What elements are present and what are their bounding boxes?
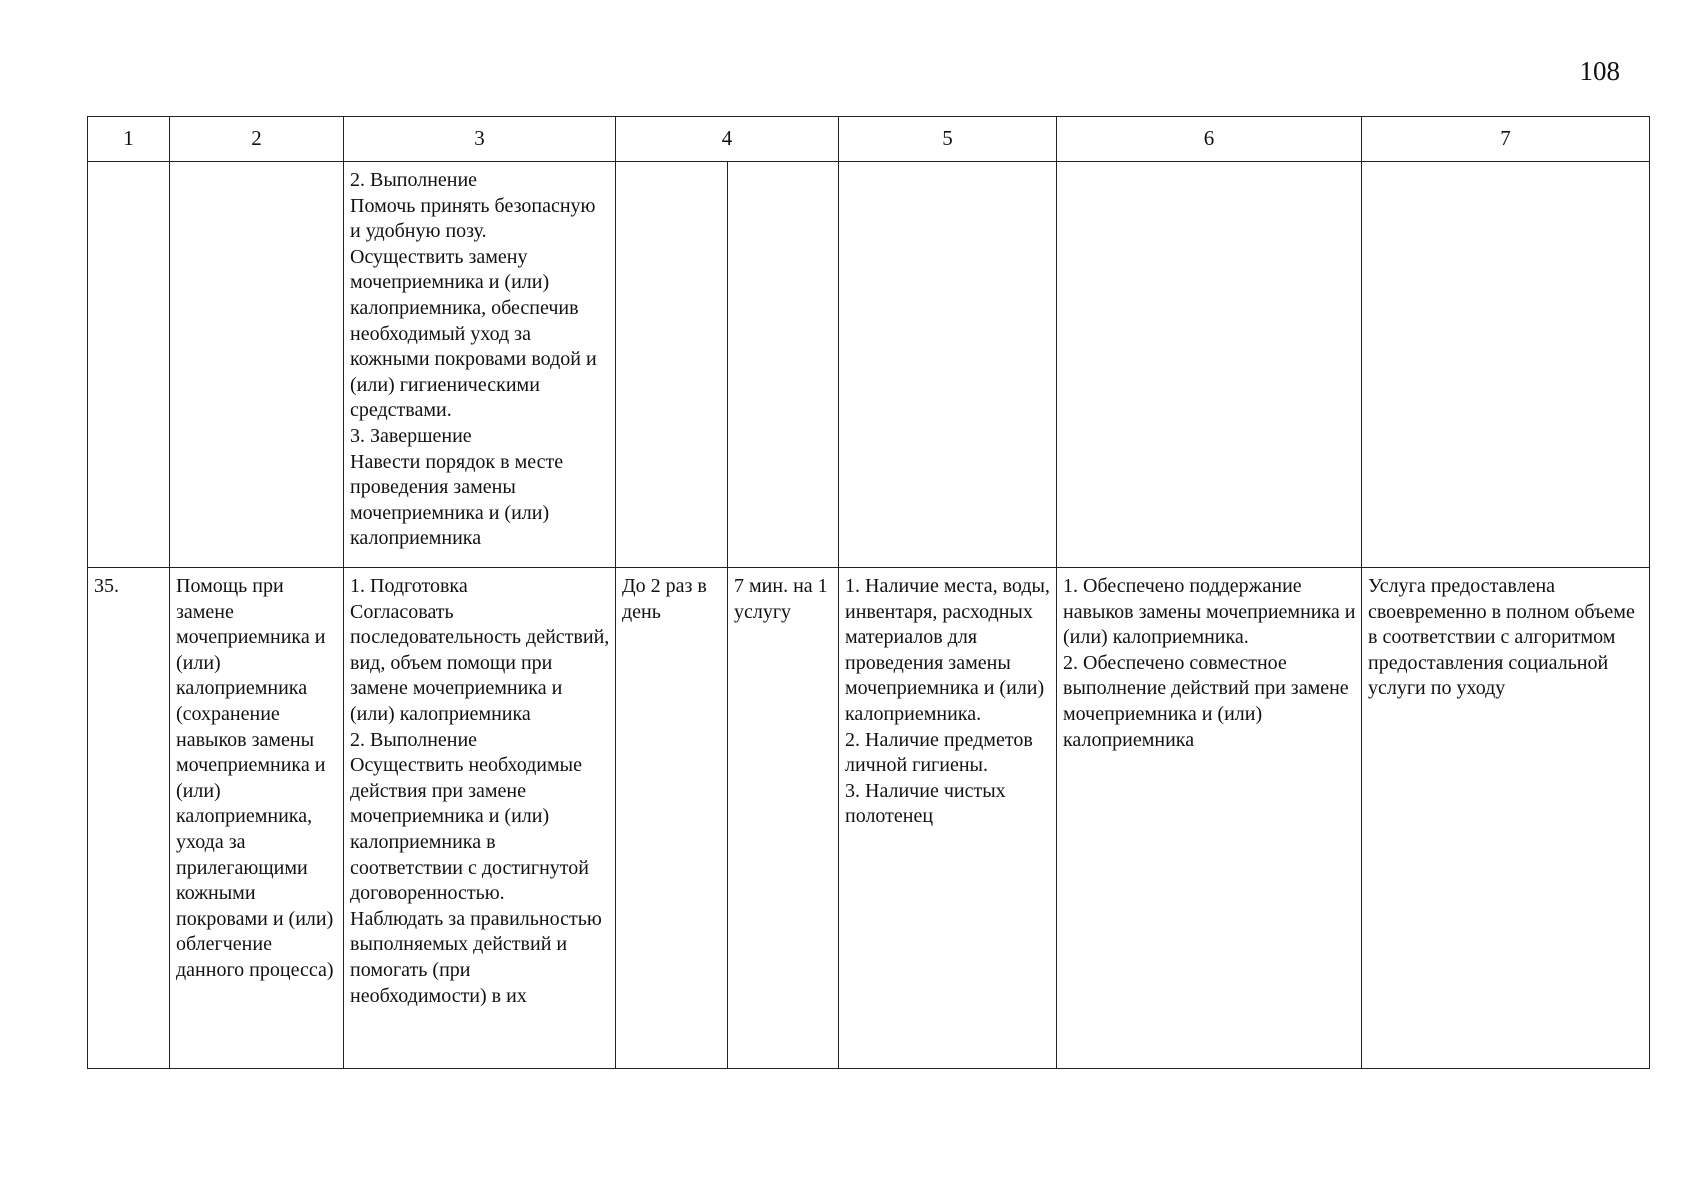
service-content: 1. Подготовка Согласовать последовательность действий, вид, объем помощи при замене мочеприемника и (или) калоприемника 2. Выполнение Осуществить необходимые действия при замене мочеприемника и (или) калоприемника в соответствии с достигнутой договоренностью. Наблюдать за правильностью выполняемых действий и помогать (при необходимости) в их [344,568,616,1069]
service-frequency [616,162,728,568]
column-header: 3 [344,117,616,162]
table-row [88,568,1650,1069]
service-frequency: До 2 раз в день [616,568,728,1069]
column-header: 7 [1362,117,1650,162]
service-conditions: 1. Наличие места, воды, инвентаря, расходных материалов для проведения замены мочеприемника и (или) калоприемника. 2. Наличие предметов личной гигиены. 3. Наличие чистых полотенец [839,568,1057,1069]
service-quality [1362,162,1650,568]
service-name [170,162,344,568]
services-table [87,116,1650,1069]
column-header: 2 [170,117,344,162]
row-number: 35. [88,568,170,1069]
column-header: 4 [616,117,839,162]
column-header: 6 [1057,117,1362,162]
service-conditions [839,162,1057,568]
service-duration [728,162,839,568]
row-number [88,162,170,568]
service-result [1057,162,1362,568]
service-name: Помощь при замене мочеприемника и (или) калоприемника (сохранение навыков замены мочеприемника и (или) калоприемника, ухода за прилегающими кожными покровами и (или) облегчение данного процесса) [170,568,344,1069]
table-header-row [88,117,1650,162]
page-number: 108 [1579,56,1620,86]
column-header: 1 [88,117,170,162]
service-quality: Услуга предоставлена своевременно в полном объеме в соответствии с алгоритмом предоставления социальной услуги по уходу [1362,568,1650,1069]
service-content: 2. Выполнение Помочь принять безопасную и удобную позу. Осуществить замену мочеприемника и (или) калоприемника, обеспечив необходимый уход за кожными покровами водой и (или) гигиеническими средствами. 3. Завершение Навести порядок в месте проведения замены мочеприемника и (или) калоприемника [344,162,616,568]
column-header: 5 [839,117,1057,162]
service-result: 1. Обеспечено поддержание навыков замены мочеприемника и (или) калоприемника. 2. Обеспечено совместное выполнение действий при замене мочеприемника и (или) калоприемника [1057,568,1362,1069]
table-row [88,162,1650,568]
service-duration: 7 мин. на 1 услугу [728,568,839,1069]
